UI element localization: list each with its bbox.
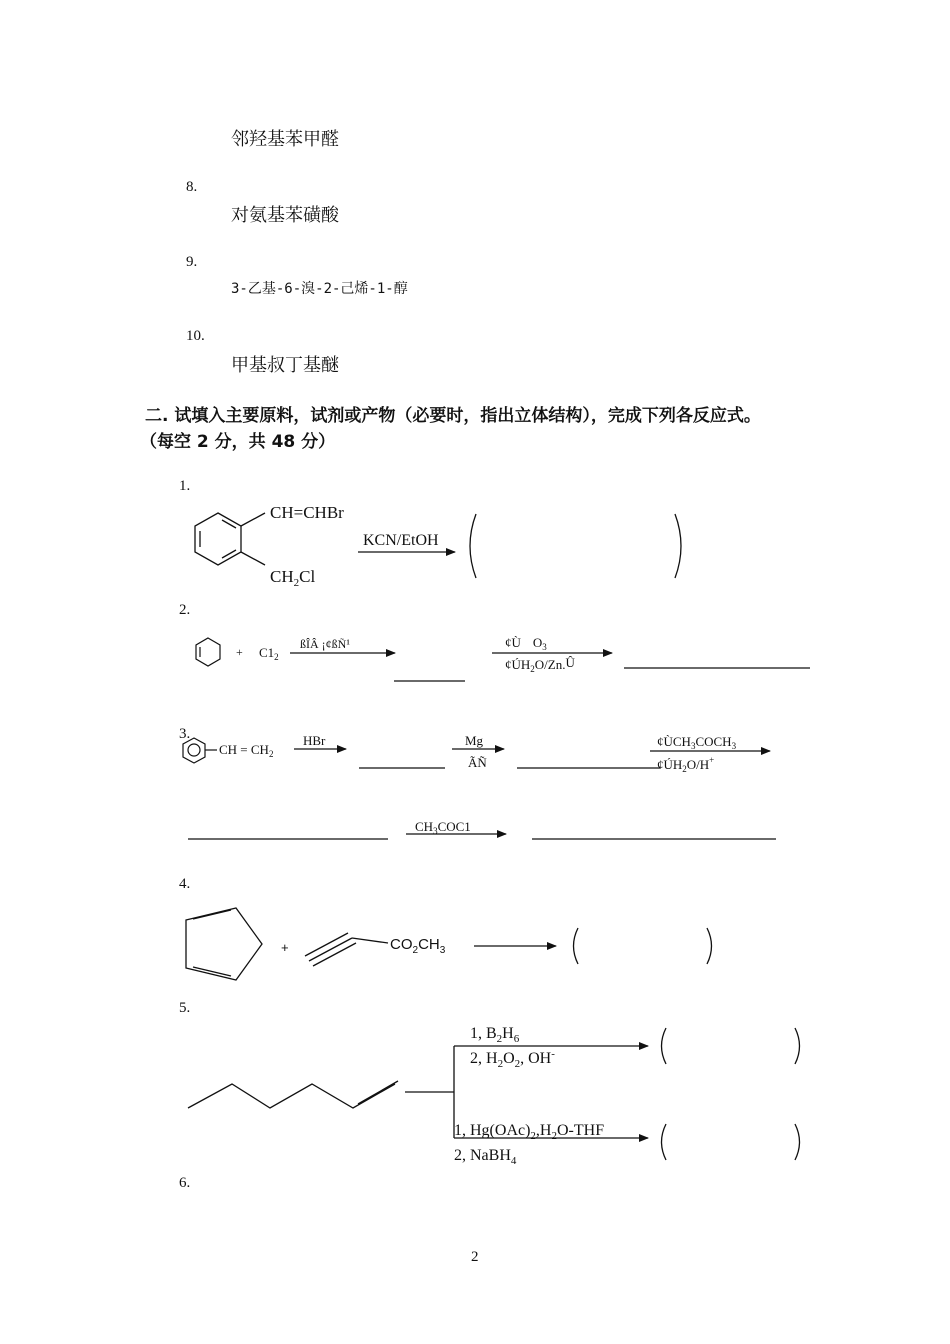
ester-group: $CO_2CH_3$ [390, 936, 446, 956]
vinyl-bromide-group: CH=CHBr [270, 503, 344, 522]
left-bracket [470, 514, 476, 578]
reaction5-lower-step2: 2, NaBH$_4$ [454, 1147, 517, 1167]
chlorine-reagent: $C1_2$ [259, 645, 279, 662]
plus-sign: + [236, 645, 243, 659]
item8-number: 8. [186, 179, 198, 195]
reaction1-number: 1. [179, 478, 191, 494]
reaction2-condition2-top: ¢Ù $O_3$ [505, 635, 547, 652]
reaction5-upper-step2: 2, $H_2O_2$, OH- [470, 1048, 555, 1070]
reaction5-upper-step1: 1, $B_2H_6$ [470, 1025, 520, 1045]
reaction4-number: 4. [179, 876, 191, 892]
section2-heading: 二. 试填入主要原料，试剂或产物（必要时，指出立体结构），完成下列各反应式。 [145, 406, 761, 426]
item7-name: 邻羟基苯甲醛 [231, 129, 339, 150]
right-bracket [795, 1028, 800, 1064]
item9-name: 3-乙基-6-溴-2-己烯-1-醇 [231, 281, 408, 297]
reaction6-number: 6. [179, 1175, 191, 1191]
left-bracket [662, 1028, 667, 1064]
reaction3-number: 3. [179, 726, 191, 742]
item9-number: 9. [186, 254, 198, 270]
reaction5-lower-step1: 1, $Hg(OAc)_2,H_2O$-THF [454, 1122, 605, 1142]
section2-subheading: （每空 2 分，共 48 分） [140, 432, 336, 452]
reaction3-reagent2-top: Mg [465, 733, 484, 748]
hexene-skeletal-structure [188, 1081, 454, 1108]
right-bracket [675, 514, 681, 578]
styrene-vinyl-group: CH = $CH_2$ [219, 742, 274, 759]
item10-number: 10. [186, 328, 205, 344]
page-number: 2 [471, 1249, 479, 1265]
reaction5-number: 5. [179, 1000, 191, 1016]
reaction5 [188, 1028, 800, 1160]
reaction3-reagent3-bottom: $¢ÚH_2O/H^+$ [657, 755, 715, 774]
cyclohexene-structure [196, 638, 220, 666]
benzene-ring-structure [195, 513, 265, 565]
cyclopentadiene-structure [186, 908, 262, 980]
alkyne-structure [305, 933, 388, 966]
reaction3-reagent2-bottom: ÃÑ [468, 755, 487, 770]
reaction2-condition2-bottom: $¢ÚH_2O/Zn.Û$ [505, 655, 575, 674]
reaction4 [186, 908, 712, 980]
plus-sign: + [281, 940, 289, 955]
item8-name: 对氨基苯磺酸 [231, 205, 339, 226]
right-bracket [795, 1124, 800, 1160]
item10-name: 甲基叔丁基醚 [231, 355, 339, 376]
reaction3-reagent1: HBr [303, 733, 326, 748]
left-bracket [574, 928, 579, 964]
reaction2-number: 2. [179, 602, 191, 618]
reaction2 [196, 638, 810, 681]
reaction3-reagent3-top: $¢ÙCH_3COCH_3$ [657, 734, 737, 751]
left-bracket [662, 1124, 667, 1160]
right-bracket [707, 928, 712, 964]
reaction3-reagent4: $CH_3COC1$ [415, 819, 471, 836]
reaction1-reagent: KCN/EtOH [363, 532, 439, 549]
styrene-ring-structure [183, 738, 217, 763]
chloromethyl-group: $CH_2Cl$ [270, 567, 316, 589]
reaction2-condition1: ßÎÂ ¡¢ßÑ¹ [300, 637, 350, 651]
